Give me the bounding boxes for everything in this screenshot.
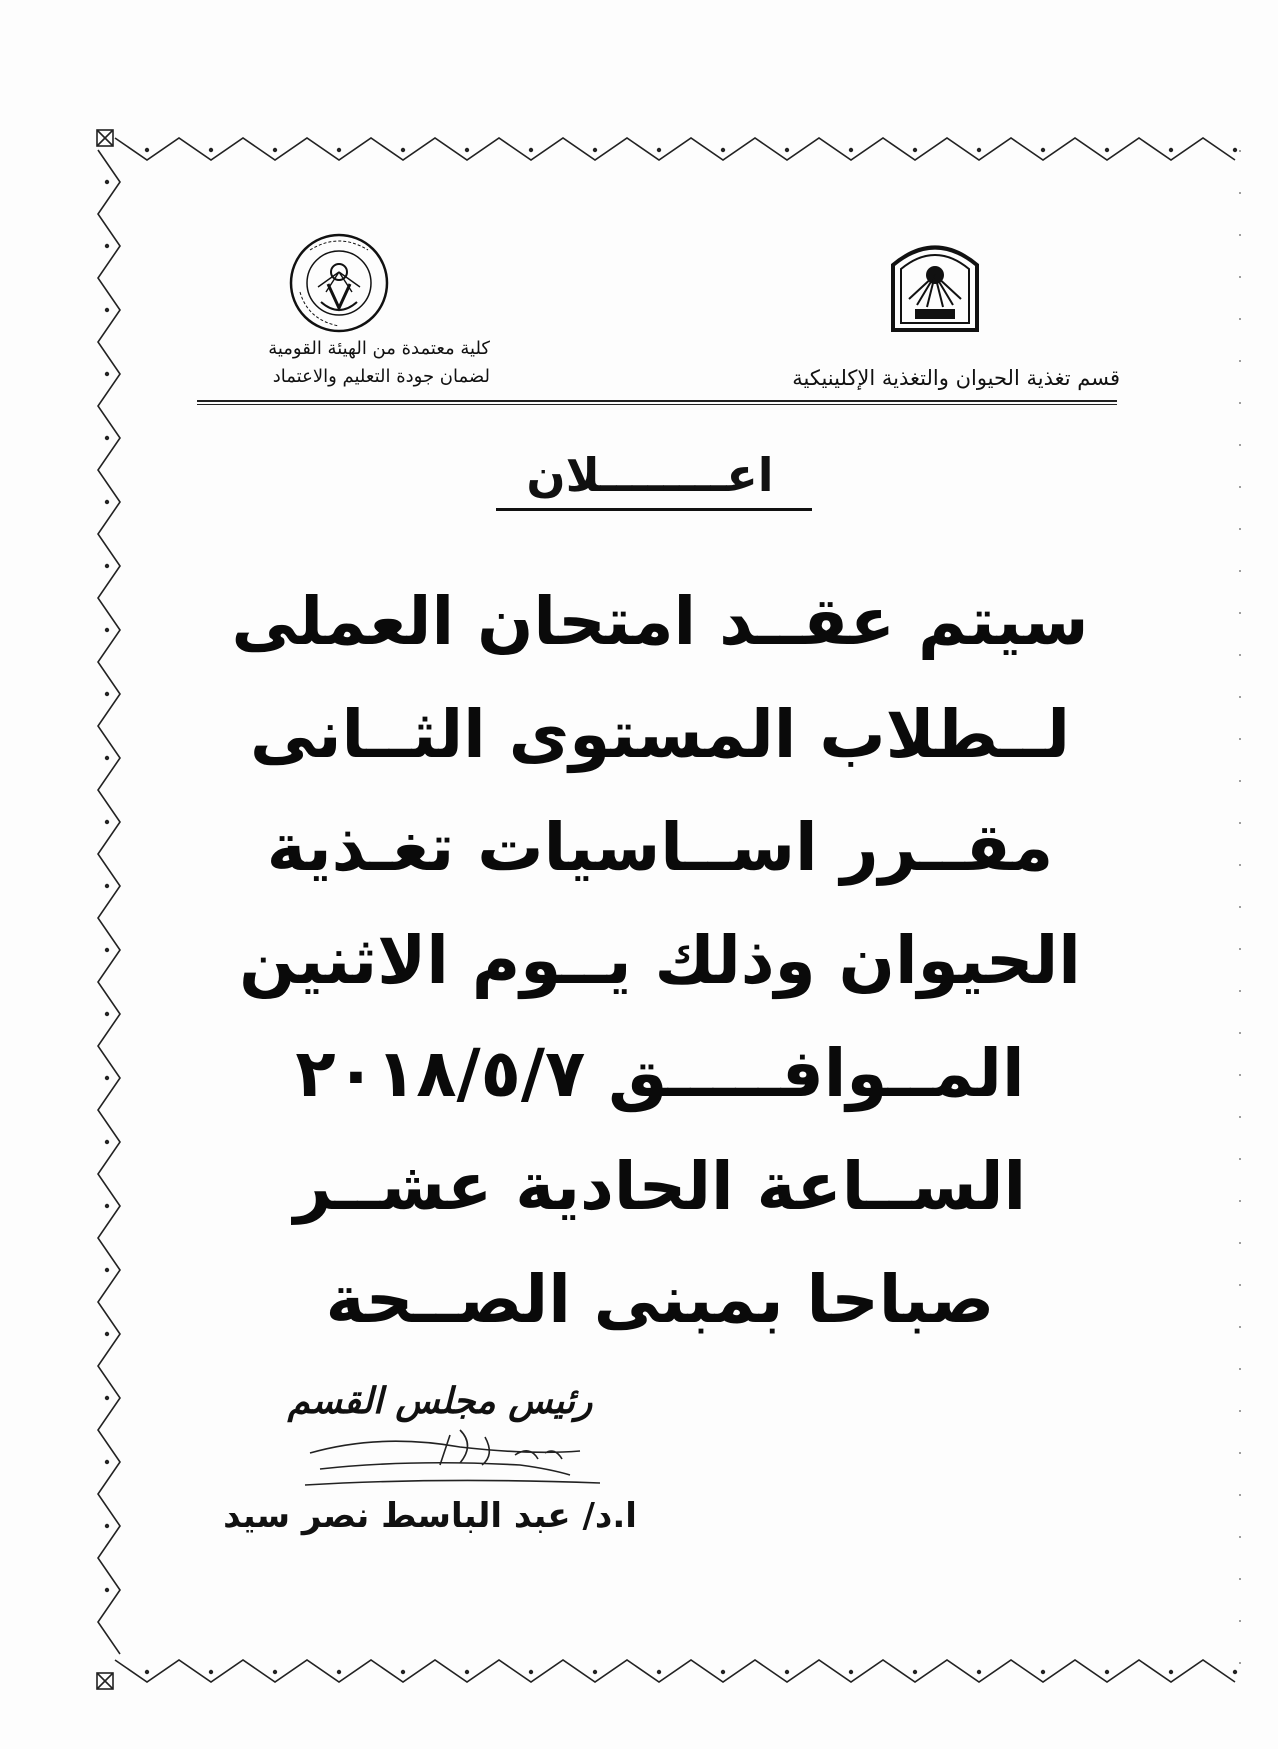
border-ornament (721, 148, 725, 152)
border-ornament (105, 1076, 109, 1080)
body-line: سيتم عقــد امتحان العملى (231, 583, 1089, 660)
border-ornament (105, 1268, 109, 1272)
border-ornament (273, 148, 277, 152)
border-ornament (529, 148, 533, 152)
border-ornament (1233, 1670, 1237, 1674)
border-ornament (145, 1670, 149, 1674)
border-ornament (977, 148, 981, 152)
border-ornament (529, 1670, 533, 1674)
border-ornament (105, 436, 109, 440)
border-ornament (401, 1670, 405, 1674)
border-ornament (105, 1012, 109, 1016)
border-ornament (1105, 1670, 1109, 1674)
border-ornament (1041, 1670, 1045, 1674)
border-ornament (105, 308, 109, 312)
header-divider (197, 400, 1117, 402)
border-ornament (593, 1670, 597, 1674)
border-ornament (465, 1670, 469, 1674)
border-ornament (105, 180, 109, 184)
border-ornament (105, 372, 109, 376)
border-ornament (721, 1670, 725, 1674)
border-ornament (105, 1524, 109, 1528)
body-line: صباحا بمبنى الصــحة (325, 1261, 995, 1338)
border-ornament (105, 1332, 109, 1336)
border-ornament (1105, 148, 1109, 152)
border-ornament (657, 1670, 661, 1674)
header-divider-thin (197, 404, 1117, 405)
border-ornament (105, 692, 109, 696)
accreditation-line-1: كلية معتمدة من الهيئة القومية (268, 338, 490, 359)
border-ornament (849, 148, 853, 152)
border-ornament (105, 820, 109, 824)
department-name: قسم تغذية الحيوان والتغذية الإكلينيكية (792, 366, 1120, 390)
announcement-title: اعــــــــلان (526, 448, 774, 502)
signatory-name: ا.د/ عبد الباسط نصر سيد (223, 1496, 637, 1536)
border-ornament (849, 1670, 853, 1674)
border-ornament (105, 1396, 109, 1400)
border-ornament (105, 1140, 109, 1144)
border-ornament (913, 148, 917, 152)
handwritten-signature (300, 1425, 600, 1495)
faculty-seal (288, 232, 390, 334)
body-line: الحيوان وذلك يــوم الاثنين (239, 922, 1081, 999)
border-ornament (465, 148, 469, 152)
border-ornament (593, 148, 597, 152)
border-ornament (105, 884, 109, 888)
body-line: لــطلاب المستوى الثــانى (249, 696, 1070, 773)
accreditation-line-2: لضمان جودة التعليم والاعتماد (272, 366, 490, 387)
body-line: الســاعة الحادية عشــر (293, 1148, 1027, 1225)
border-ornament (105, 948, 109, 952)
border-ornament (1169, 148, 1173, 152)
border-ornament (105, 1588, 109, 1592)
border-ornament (209, 1670, 213, 1674)
university-logo (885, 235, 985, 335)
announcement-body (220, 565, 1100, 1356)
border-ornament (105, 628, 109, 632)
border-ornament (1233, 148, 1237, 152)
border-ornament (657, 148, 661, 152)
border-ornament (785, 1670, 789, 1674)
border-ornament (273, 1670, 277, 1674)
border-ornament (105, 564, 109, 568)
border-ornament (105, 500, 109, 504)
border-ornament (1169, 1670, 1173, 1674)
border-ornament (913, 1670, 917, 1674)
body-line: مقــرر اســاسيات تغـذية (266, 809, 1054, 886)
border-ornament (209, 148, 213, 152)
accreditation-note (190, 335, 490, 391)
signatory-title: رئيس مجلس القسم (287, 1380, 593, 1422)
border-ornament (105, 1460, 109, 1464)
body-line: المــوافـــــق ٢٠١٨/٥/٧ (295, 1035, 1025, 1112)
border-ornament (785, 148, 789, 152)
border-ornament (145, 148, 149, 152)
border-ornament (1041, 148, 1045, 152)
border-ornament (105, 756, 109, 760)
border-ornament (337, 148, 341, 152)
border-ornament (337, 1670, 341, 1674)
border-ornament (105, 244, 109, 248)
border-ornament (401, 148, 405, 152)
border-ornament (105, 1204, 109, 1208)
title-underline (496, 508, 812, 511)
border-ornament (977, 1670, 981, 1674)
